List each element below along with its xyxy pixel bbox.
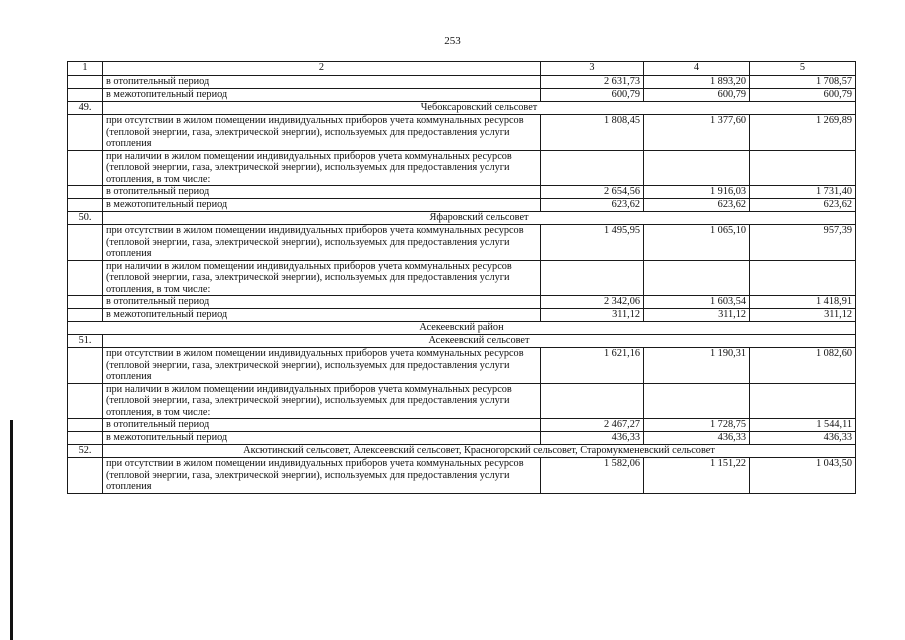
col-header-2: 2 xyxy=(103,62,541,76)
scan-edge-line xyxy=(10,420,13,640)
row-description: при отсутствии в жилом помещении индивидуальных приборов учета коммунальных ресурсов (тепловой энергии, газа, электрической энергии), используемых для предоставления услуги отопления xyxy=(103,458,541,494)
row-number-cell xyxy=(68,76,103,89)
value-col-3: 1 582,06 xyxy=(541,458,644,494)
row-number-cell xyxy=(68,115,103,151)
section-row xyxy=(68,335,856,348)
table-row xyxy=(68,348,856,384)
value-col-4: 1 065,10 xyxy=(644,225,750,261)
value-col-5 xyxy=(750,260,856,296)
value-col-3: 311,12 xyxy=(541,309,644,322)
row-number-cell xyxy=(68,432,103,445)
value-col-5: 957,39 xyxy=(750,225,856,261)
table-row xyxy=(68,186,856,199)
row-description: при отсутствии в жилом помещении индивидуальных приборов учета коммунальных ресурсов (тепловой энергии, газа, электрической энергии), используемых для предоставления услуги отопления xyxy=(103,348,541,384)
value-col-5: 1 082,60 xyxy=(750,348,856,384)
col-header-4: 4 xyxy=(644,62,750,76)
value-col-3: 2 631,73 xyxy=(541,76,644,89)
row-description: при отсутствии в жилом помещении индивидуальных приборов учета коммунальных ресурсов (тепловой энергии, газа, электрической энергии), используемых для предоставления услуги отопления xyxy=(103,225,541,261)
value-col-5: 311,12 xyxy=(750,309,856,322)
table-row xyxy=(68,309,856,322)
row-description: в межотопительный период xyxy=(103,89,541,102)
section-number: 50. xyxy=(68,212,103,225)
table-row xyxy=(68,419,856,432)
value-col-5 xyxy=(750,383,856,419)
row-description: в межотопительный период xyxy=(103,432,541,445)
table-row xyxy=(68,225,856,261)
row-number-cell xyxy=(68,199,103,212)
section-title: Аксютинский сельсовет, Алексеевский сельсовет, Красногорский сельсовет, Старомукменевский сельсовет xyxy=(103,445,856,458)
row-number-cell xyxy=(68,225,103,261)
row-description: в отопительный период xyxy=(103,76,541,89)
value-col-3: 2 654,56 xyxy=(541,186,644,199)
value-col-4 xyxy=(644,383,750,419)
row-description: в межотопительный период xyxy=(103,199,541,212)
row-description: при отсутствии в жилом помещении индивидуальных приборов учета коммунальных ресурсов (тепловой энергии, газа, электрической энергии), используемых для предоставления услуги отопления xyxy=(103,115,541,151)
value-col-5: 1 269,89 xyxy=(750,115,856,151)
table-row xyxy=(68,89,856,102)
section-title: Асекеевский сельсовет xyxy=(103,335,856,348)
value-col-3 xyxy=(541,383,644,419)
value-col-5: 1 418,91 xyxy=(750,296,856,309)
value-col-5: 1 731,40 xyxy=(750,186,856,199)
table-row xyxy=(68,76,856,89)
row-number-cell xyxy=(68,348,103,384)
table-row xyxy=(68,199,856,212)
section-title: Чебоксаровский сельсовет xyxy=(103,102,856,115)
section-number: 51. xyxy=(68,335,103,348)
table-row xyxy=(68,296,856,309)
row-description: в отопительный период xyxy=(103,419,541,432)
value-col-3: 1 621,16 xyxy=(541,348,644,384)
value-col-5: 623,62 xyxy=(750,199,856,212)
page-number: 253 xyxy=(444,35,461,47)
value-col-5: 600,79 xyxy=(750,89,856,102)
row-description: при наличии в жилом помещении индивидуальных приборов учета коммунальных ресурсов (тепловой энергии, газа, электрической энергии), используемых для предоставления услуги отопления, в том числе: xyxy=(103,383,541,419)
value-col-3: 436,33 xyxy=(541,432,644,445)
value-col-3 xyxy=(541,150,644,186)
row-description: при наличии в жилом помещении индивидуальных приборов учета коммунальных ресурсов (тепловой энергии, газа, электрической энергии), используемых для предоставления услуги отопления, в том числе: xyxy=(103,260,541,296)
value-col-4: 1 190,31 xyxy=(644,348,750,384)
value-col-5: 1 043,50 xyxy=(750,458,856,494)
row-number-cell xyxy=(68,383,103,419)
table-row xyxy=(68,458,856,494)
row-number-cell xyxy=(68,296,103,309)
row-number-cell xyxy=(68,260,103,296)
col-header-1: 1 xyxy=(68,62,103,76)
col-header-5: 5 xyxy=(750,62,856,76)
row-number-cell xyxy=(68,309,103,322)
value-col-4: 600,79 xyxy=(644,89,750,102)
value-col-4 xyxy=(644,260,750,296)
row-number-cell xyxy=(68,89,103,102)
value-col-4: 1 151,22 xyxy=(644,458,750,494)
value-col-4: 311,12 xyxy=(644,309,750,322)
value-col-4: 1 377,60 xyxy=(644,115,750,151)
table-row xyxy=(68,432,856,445)
section-number: 49. xyxy=(68,102,103,115)
table-row xyxy=(68,115,856,151)
value-col-4 xyxy=(644,150,750,186)
section-row xyxy=(68,445,856,458)
value-col-5: 436,33 xyxy=(750,432,856,445)
row-number-cell xyxy=(68,186,103,199)
row-description: в отопительный период xyxy=(103,186,541,199)
table-row xyxy=(68,260,856,296)
section-row xyxy=(68,102,856,115)
value-col-4: 436,33 xyxy=(644,432,750,445)
table-body xyxy=(68,76,856,494)
value-col-5: 1 708,57 xyxy=(750,76,856,89)
section-title: Яфаровский сельсовет xyxy=(103,212,856,225)
value-col-4: 1 603,54 xyxy=(644,296,750,309)
value-col-3: 2 467,27 xyxy=(541,419,644,432)
row-number-cell xyxy=(68,419,103,432)
value-col-3: 1 808,45 xyxy=(541,115,644,151)
section-row xyxy=(68,212,856,225)
tariff-table xyxy=(67,61,856,494)
value-col-4: 1 916,03 xyxy=(644,186,750,199)
row-description: в межотопительный период xyxy=(103,309,541,322)
table-row xyxy=(68,150,856,186)
value-col-3: 600,79 xyxy=(541,89,644,102)
value-col-5 xyxy=(750,150,856,186)
value-col-4: 1 728,75 xyxy=(644,419,750,432)
value-col-3: 623,62 xyxy=(541,199,644,212)
value-col-4: 623,62 xyxy=(644,199,750,212)
value-col-3 xyxy=(541,260,644,296)
row-number-cell xyxy=(68,458,103,494)
value-col-4: 1 893,20 xyxy=(644,76,750,89)
district-title: Асекеевский район xyxy=(68,322,856,335)
value-col-3: 1 495,95 xyxy=(541,225,644,261)
section-number: 52. xyxy=(68,445,103,458)
district-row xyxy=(68,322,856,335)
value-col-3: 2 342,06 xyxy=(541,296,644,309)
table-row xyxy=(68,383,856,419)
header-row xyxy=(68,62,856,76)
value-col-5: 1 544,11 xyxy=(750,419,856,432)
row-description: при наличии в жилом помещении индивидуальных приборов учета коммунальных ресурсов (тепловой энергии, газа, электрической энергии), используемых для предоставления услуги отопления, в том числе: xyxy=(103,150,541,186)
row-description: в отопительный период xyxy=(103,296,541,309)
col-header-3: 3 xyxy=(541,62,644,76)
row-number-cell xyxy=(68,150,103,186)
